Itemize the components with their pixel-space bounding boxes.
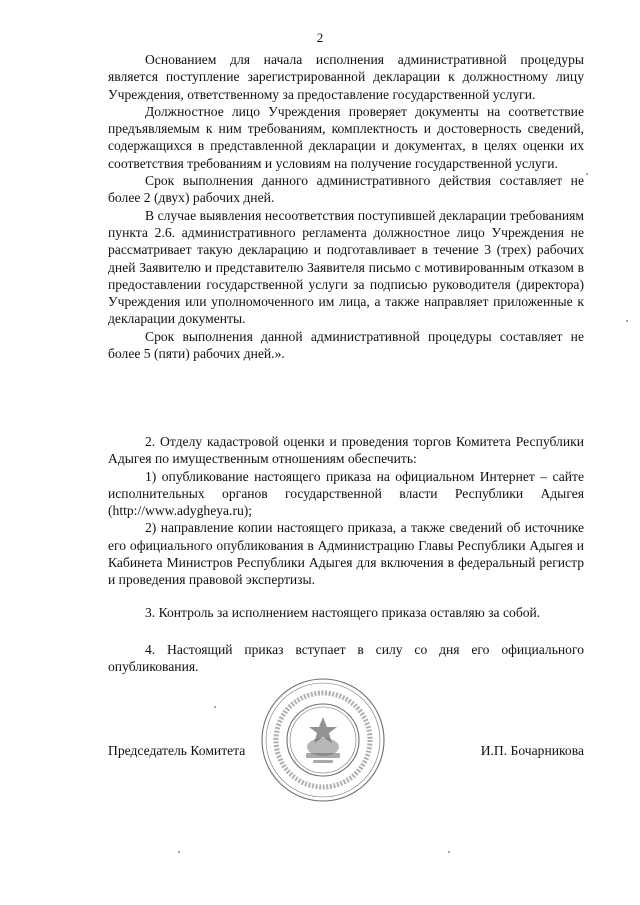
procedure-section (108, 51, 584, 362)
paragraph: 3. Контроль за исполнением настоящего приказа оставляю за собой. (145, 605, 541, 620)
official-seal-icon (258, 675, 388, 805)
page-number: 2 (316, 30, 324, 45)
paragraph: 2) направление копии настоящего приказа, а также сведений об источнике его официального опубликования в Администрацию Главы Республики Адыгея и Кабинета Министров Республики Адыгея для включения в федеральный регистр и проведения правовой экспертизы. (108, 520, 584, 588)
item-3-section (108, 604, 584, 621)
item-4-section (108, 641, 584, 676)
scan-speck (214, 706, 216, 708)
signer-name: И.П. Бочарникова (480, 743, 584, 758)
paragraph: Срок выполнения данной административной процедуры составляет не более 5 (пяти) рабочих дней.». (108, 328, 584, 362)
paragraph: Основанием для начала исполнения административной процедуры является поступление зарегистрированной декларации к должностному лицу Учреждения, ответственному за предоставление государственной услуги. (108, 52, 584, 102)
scan-speck (626, 320, 628, 322)
paragraph: В случае выявления несоответствия поступившей декларации требованиям пункта 2.6. административного регламента должностное лицо Учреждения не рассматривает такую декларацию и подготавливает в течение 3 (трех) рабочих дней Заявителю и представителю Заявителя письмо с мотивированным отказом в предоставлении государственной услуги за подписью руководителя (директора) Учреждения или уполномоченного им лица, а также направляет приложенные к декларации документы. (108, 207, 584, 327)
scan-speck (178, 851, 180, 853)
signer-position: Председатель Комитета (108, 743, 246, 758)
paragraph: 1) опубликование настоящего приказа на официальном Интернет – сайте исполнительных органов государственной власти Республики Адыгея (http://www.adygheya.ru); (108, 468, 584, 519)
scan-speck (586, 173, 588, 175)
paragraph: 4. Настоящий приказ вступает в силу со дня его официального опубликования. (108, 642, 584, 675)
paragraph: 2. Отделу кадастровой оценки и проведения торгов Комитета Республики Адыгея по имущественным отношениям обеспечить: (108, 434, 584, 467)
scan-speck (448, 851, 450, 853)
paragraph: Должностное лицо Учреждения проверяет документы на соответствие предъявляемым к ним требованиям, комплектность и достоверность сведений, содержащихся в представленной декларации и документах, в целях оценки их соответствия требованиям и условиям на получение государственной услуги. (108, 103, 584, 171)
paragraph: Срок выполнения данного административного действия составляет не более 2 (двух) рабочих дней. (108, 173, 584, 206)
item-2-section (108, 433, 584, 589)
